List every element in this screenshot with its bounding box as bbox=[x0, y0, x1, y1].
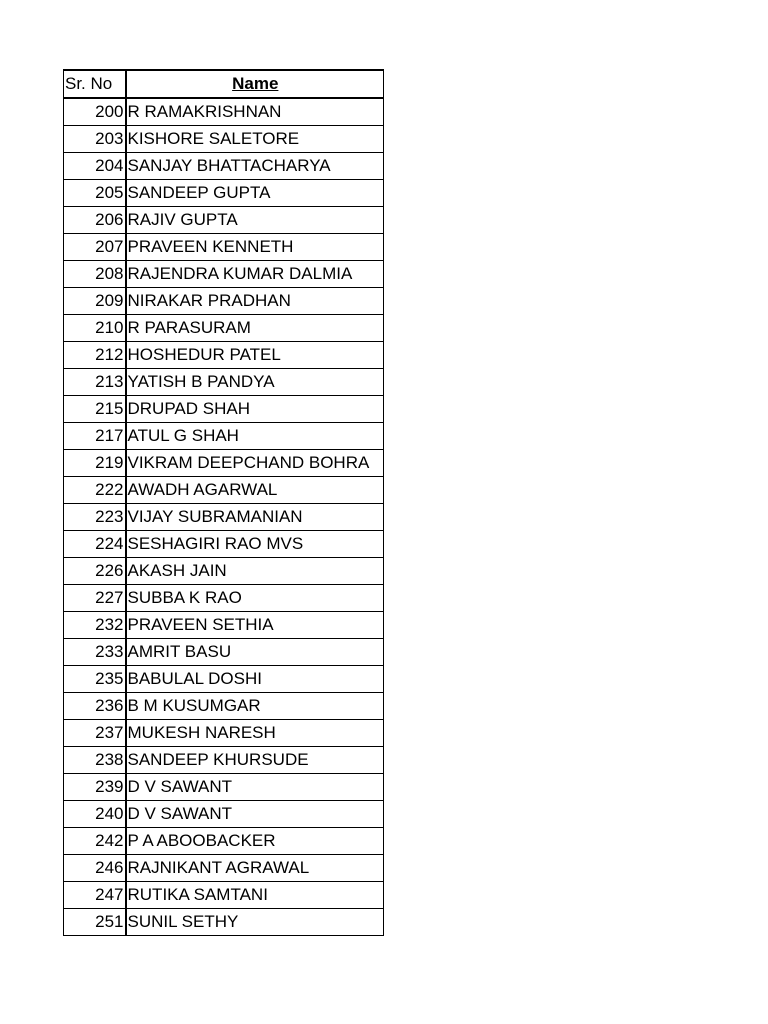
table-body bbox=[64, 98, 384, 936]
sr-no-cell: 207 bbox=[64, 234, 126, 261]
sr-no-cell: 236 bbox=[64, 693, 126, 720]
table-row bbox=[64, 504, 384, 531]
table-row bbox=[64, 180, 384, 207]
sr-no-cell: 222 bbox=[64, 477, 126, 504]
name-cell: PRAVEEN SETHIA bbox=[126, 612, 384, 639]
name-cell: RAJNIKANT AGRAWAL bbox=[126, 855, 384, 882]
sr-no-cell: 239 bbox=[64, 774, 126, 801]
name-cell: P A ABOOBACKER bbox=[126, 828, 384, 855]
name-cell: AWADH AGARWAL bbox=[126, 477, 384, 504]
name-cell: SANDEEP GUPTA bbox=[126, 180, 384, 207]
sr-no-cell: 208 bbox=[64, 261, 126, 288]
sr-no-cell: 212 bbox=[64, 342, 126, 369]
name-cell: NIRAKAR PRADHAN bbox=[126, 288, 384, 315]
name-cell: AMRIT BASU bbox=[126, 639, 384, 666]
table-row bbox=[64, 234, 384, 261]
sr-no-cell: 238 bbox=[64, 747, 126, 774]
name-cell: RAJENDRA KUMAR DALMIA bbox=[126, 261, 384, 288]
name-cell: SANJAY BHATTACHARYA bbox=[126, 153, 384, 180]
sr-no-cell: 226 bbox=[64, 558, 126, 585]
name-cell: KISHORE SALETORE bbox=[126, 126, 384, 153]
header-row bbox=[64, 70, 384, 98]
name-cell: B M KUSUMGAR bbox=[126, 693, 384, 720]
name-cell: D V SAWANT bbox=[126, 774, 384, 801]
names-table bbox=[63, 69, 384, 936]
table-row bbox=[64, 477, 384, 504]
table-row bbox=[64, 828, 384, 855]
name-cell: VIKRAM DEEPCHAND BOHRA bbox=[126, 450, 384, 477]
sr-no-cell: 219 bbox=[64, 450, 126, 477]
table-row bbox=[64, 612, 384, 639]
sr-no-cell: 204 bbox=[64, 153, 126, 180]
name-cell: PRAVEEN KENNETH bbox=[126, 234, 384, 261]
sr-no-cell: 200 bbox=[64, 98, 126, 126]
table-row bbox=[64, 396, 384, 423]
sr-no-cell: 242 bbox=[64, 828, 126, 855]
name-cell: RUTIKA SAMTANI bbox=[126, 882, 384, 909]
name-cell: SANDEEP KHURSUDE bbox=[126, 747, 384, 774]
table-row bbox=[64, 909, 384, 936]
table-row bbox=[64, 801, 384, 828]
table-row bbox=[64, 207, 384, 234]
table-row bbox=[64, 126, 384, 153]
sr-no-cell: 217 bbox=[64, 423, 126, 450]
table-row bbox=[64, 261, 384, 288]
sr-no-cell: 240 bbox=[64, 801, 126, 828]
sr-no-cell: 233 bbox=[64, 639, 126, 666]
name-cell: YATISH B PANDYA bbox=[126, 369, 384, 396]
name-cell: R PARASURAM bbox=[126, 315, 384, 342]
sr-no-cell: 210 bbox=[64, 315, 126, 342]
table-row bbox=[64, 585, 384, 612]
table-row bbox=[64, 639, 384, 666]
name-cell: SUBBA K RAO bbox=[126, 585, 384, 612]
sr-no-cell: 206 bbox=[64, 207, 126, 234]
sr-no-cell: 246 bbox=[64, 855, 126, 882]
sr-no-header: Sr. No bbox=[64, 70, 126, 98]
name-cell: ATUL G SHAH bbox=[126, 423, 384, 450]
table-row bbox=[64, 288, 384, 315]
name-cell: SUNIL SETHY bbox=[126, 909, 384, 936]
table-row bbox=[64, 98, 384, 126]
table-row bbox=[64, 315, 384, 342]
sr-no-cell: 251 bbox=[64, 909, 126, 936]
sr-no-cell: 223 bbox=[64, 504, 126, 531]
sr-no-cell: 237 bbox=[64, 720, 126, 747]
table-row bbox=[64, 693, 384, 720]
sr-no-cell: 205 bbox=[64, 180, 126, 207]
name-cell: SESHAGIRI RAO MVS bbox=[126, 531, 384, 558]
name-cell: VIJAY SUBRAMANIAN bbox=[126, 504, 384, 531]
sr-no-cell: 224 bbox=[64, 531, 126, 558]
table-row bbox=[64, 855, 384, 882]
table-row bbox=[64, 369, 384, 396]
name-header: Name bbox=[126, 70, 384, 98]
name-cell: BABULAL DOSHI bbox=[126, 666, 384, 693]
table-row bbox=[64, 342, 384, 369]
sr-no-cell: 235 bbox=[64, 666, 126, 693]
name-cell: RAJIV GUPTA bbox=[126, 207, 384, 234]
table-row bbox=[64, 423, 384, 450]
sr-no-cell: 213 bbox=[64, 369, 126, 396]
name-cell: DRUPAD SHAH bbox=[126, 396, 384, 423]
name-cell: D V SAWANT bbox=[126, 801, 384, 828]
name-cell: HOSHEDUR PATEL bbox=[126, 342, 384, 369]
name-cell: MUKESH NARESH bbox=[126, 720, 384, 747]
table-row bbox=[64, 558, 384, 585]
sr-no-cell: 215 bbox=[64, 396, 126, 423]
sr-no-cell: 227 bbox=[64, 585, 126, 612]
sr-no-cell: 247 bbox=[64, 882, 126, 909]
table-row bbox=[64, 720, 384, 747]
name-cell: AKASH JAIN bbox=[126, 558, 384, 585]
name-cell: R RAMAKRISHNAN bbox=[126, 98, 384, 126]
table-row bbox=[64, 774, 384, 801]
table-row bbox=[64, 531, 384, 558]
table-row bbox=[64, 450, 384, 477]
table-row bbox=[64, 747, 384, 774]
sr-no-cell: 232 bbox=[64, 612, 126, 639]
table-row bbox=[64, 666, 384, 693]
table-row bbox=[64, 153, 384, 180]
sr-no-cell: 209 bbox=[64, 288, 126, 315]
sr-no-cell: 203 bbox=[64, 126, 126, 153]
table-row bbox=[64, 882, 384, 909]
